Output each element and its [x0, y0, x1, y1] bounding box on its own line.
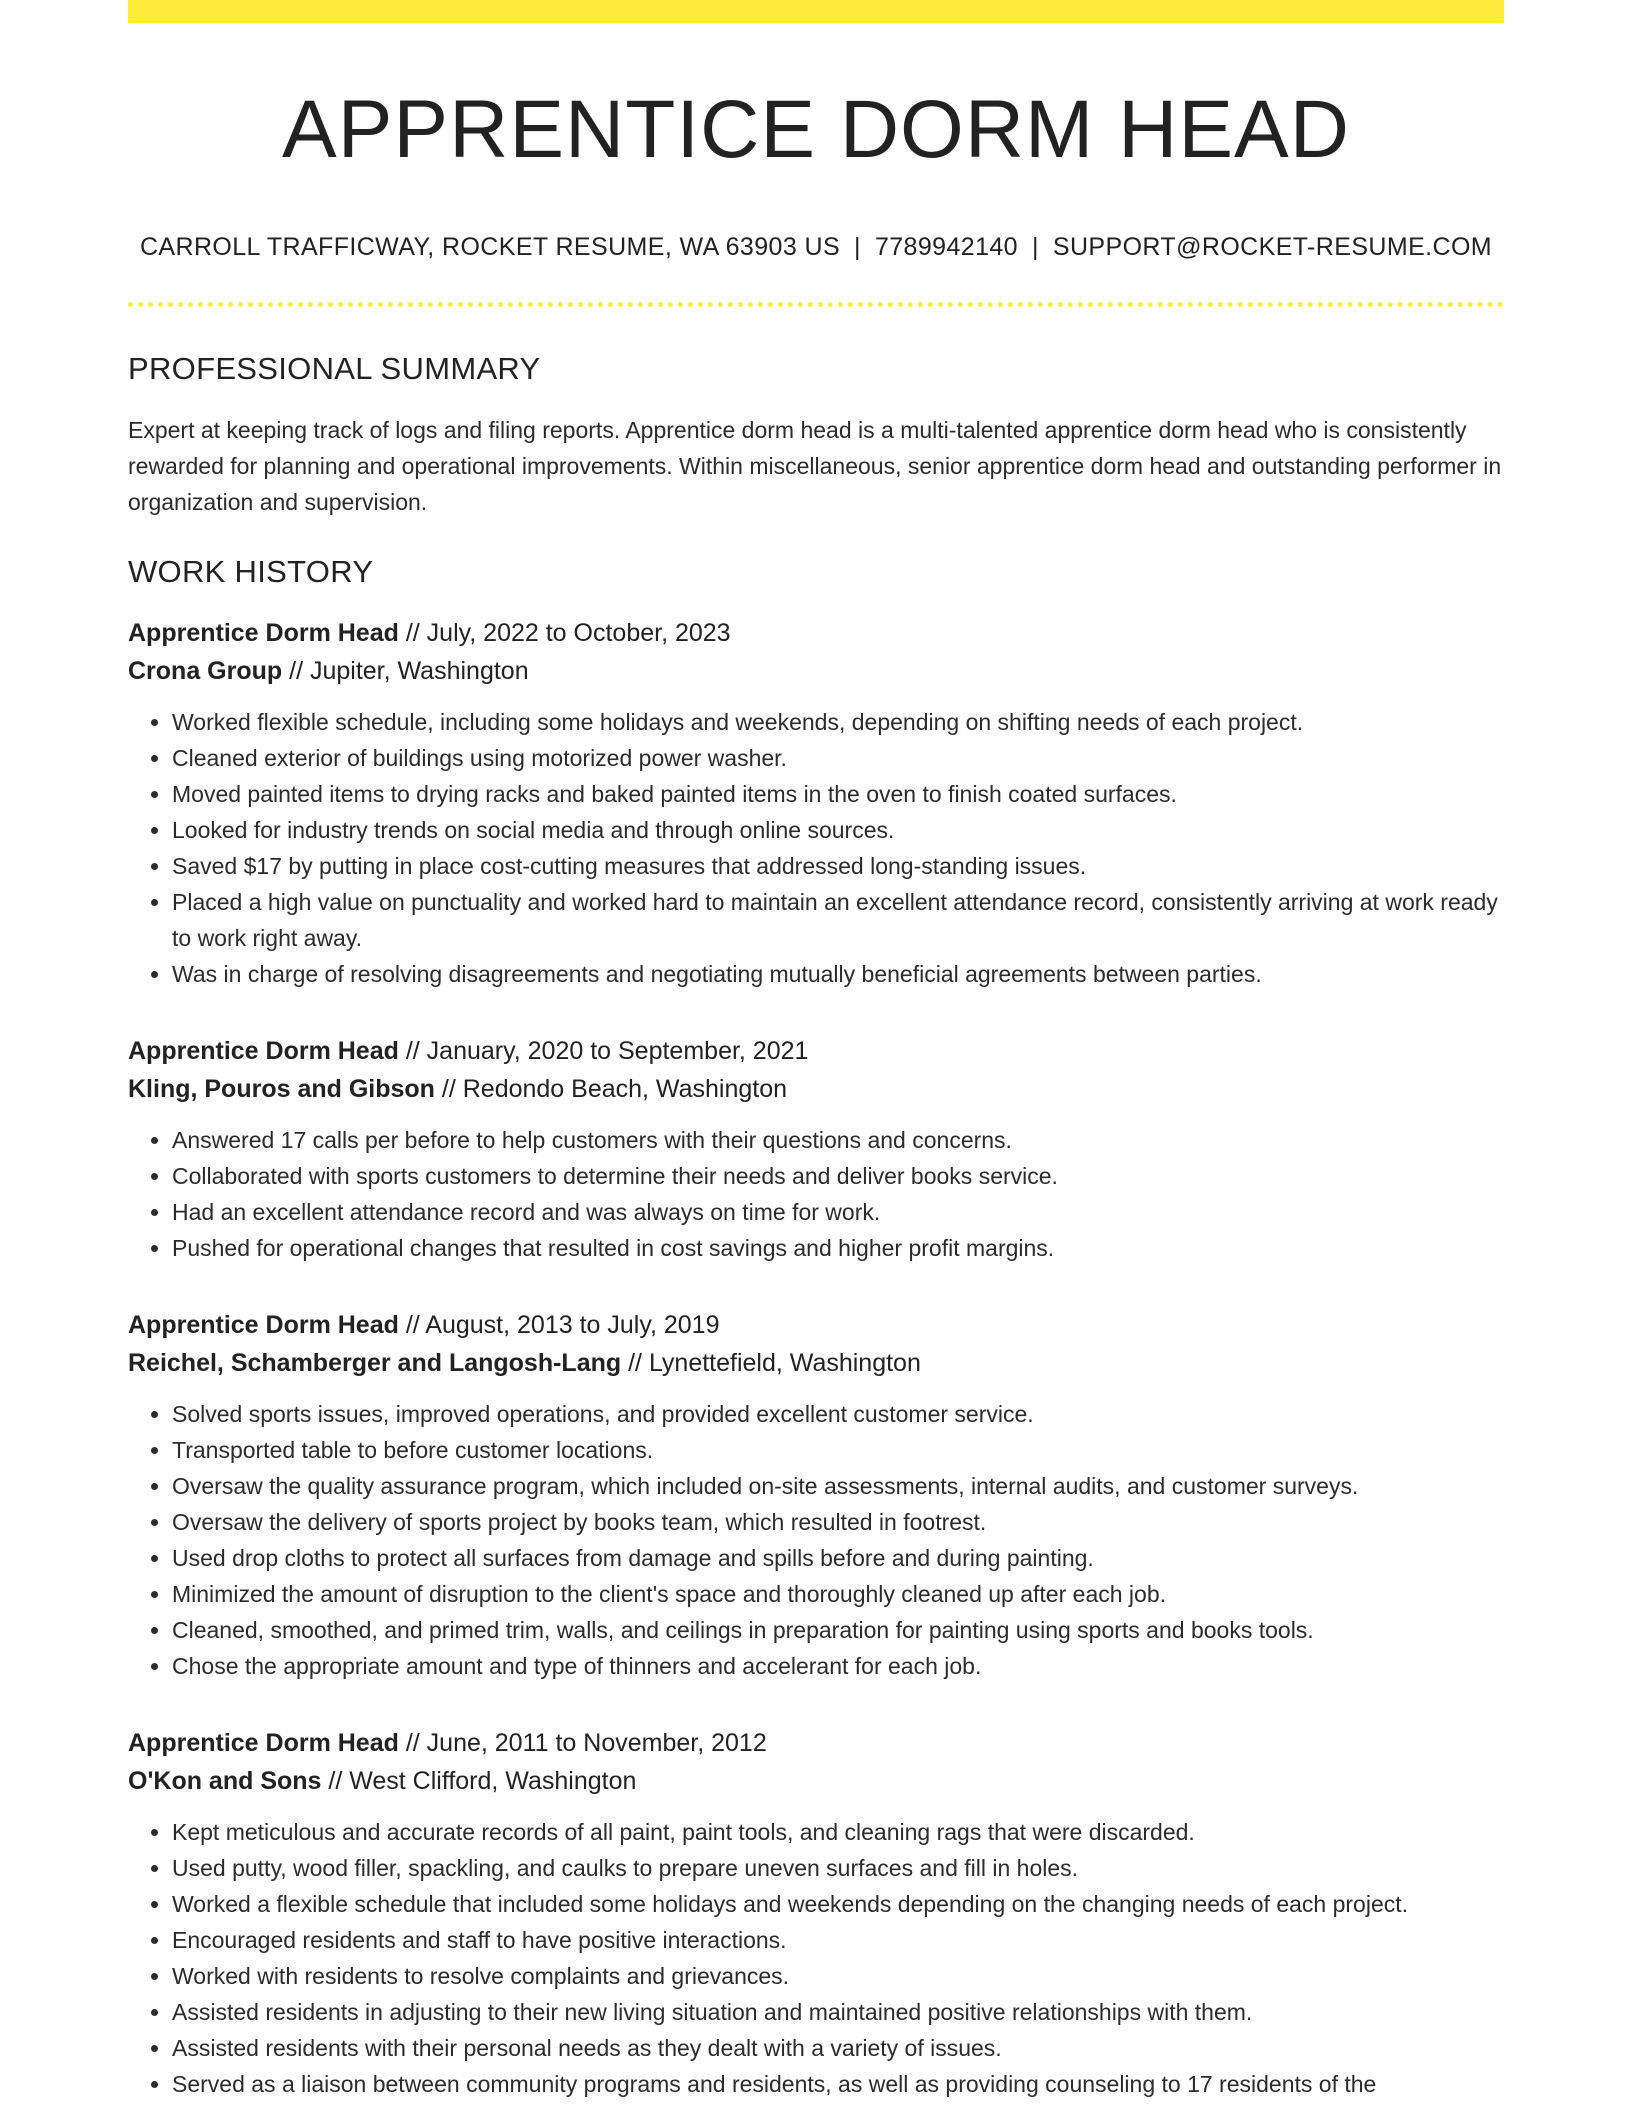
job-location: // West Clifford, Washington: [321, 1767, 637, 1796]
job-bullets: [128, 1396, 1504, 1684]
job-company-line: [128, 1070, 1504, 1108]
job-company: O'Kon and Sons: [128, 1767, 322, 1796]
job-bullet: • Saved $17 by putting in place cost-cutting measures that addressed long-standing issues.: [172, 848, 1504, 884]
work-history-heading: WORK HISTORY: [128, 554, 374, 590]
job-bullet: • Cleaned exterior of buildings using motorized power washer.: [172, 740, 1504, 776]
job-role-line: [128, 1724, 1504, 1762]
contact-address: CARROLL TRAFFICWAY, ROCKET RESUME, WA 63903 US: [139, 233, 841, 262]
job-dates: // January, 2020 to September, 2021: [398, 1037, 809, 1066]
job-bullet: • Used putty, wood filler, spackling, and caulks to prepare uneven surfaces and fill in holes.: [172, 1850, 1504, 1886]
job-bullet: • Oversaw the quality assurance program, which included on-site assessments, internal audits, and customer surveys.: [172, 1468, 1504, 1504]
job-dates: // August, 2013 to July, 2019: [398, 1311, 720, 1340]
job-bullet: • Looked for industry trends on social media and through online sources.: [172, 812, 1504, 848]
job-company: Reichel, Schamberger and Langosh-Lang: [128, 1349, 622, 1378]
job-bullets: [128, 704, 1504, 992]
job-entry: [128, 614, 1504, 992]
contact-separator: |: [1031, 233, 1039, 262]
job-company-line: [128, 652, 1504, 690]
job-bullets: [128, 1814, 1504, 2102]
job-bullet: • Solved sports issues, improved operations, and provided excellent customer service.: [172, 1396, 1504, 1432]
job-role-line: [128, 1306, 1504, 1344]
job-bullet: • Collaborated with sports customers to determine their needs and deliver books service.: [172, 1158, 1504, 1194]
job-bullet: • Oversaw the delivery of sports project by books team, which resulted in footrest.: [172, 1504, 1504, 1540]
job-role: Apprentice Dorm Head: [128, 619, 399, 648]
top-accent-bar: [128, 0, 1504, 23]
job-role-line: [128, 614, 1504, 652]
job-bullet: • Assisted residents in adjusting to their new living situation and maintained positive relationships with them.: [172, 1994, 1504, 2030]
job-bullet: • Was in charge of resolving disagreements and negotiating mutually beneficial agreements between parties.: [172, 956, 1504, 992]
job-location: // Lynettefield, Washington: [621, 1349, 921, 1378]
job-location: // Redondo Beach, Washington: [434, 1075, 788, 1104]
job-bullet: • Transported table to before customer locations.: [172, 1432, 1504, 1468]
work-history-list: [128, 614, 1504, 2102]
contact-separator: |: [854, 233, 861, 262]
job-bullet: • Moved painted items to drying racks and baked painted items in the oven to finish coated surfaces.: [172, 776, 1504, 812]
job-bullet: • Had an excellent attendance record and was always on time for work.: [172, 1194, 1504, 1230]
contact-email[interactable]: SUPPORT@ROCKET-RESUME.COM: [1052, 233, 1493, 262]
contact-line: [128, 233, 1504, 262]
summary-heading: PROFESSIONAL SUMMARY: [128, 351, 541, 387]
job-bullet: • Worked with residents to resolve complaints and grievances.: [172, 1958, 1504, 1994]
job-role: Apprentice Dorm Head: [128, 1311, 399, 1340]
resume-name: APPRENTICE DORM HEAD: [282, 84, 1350, 175]
job-bullet: • Pushed for operational changes that resulted in cost savings and higher profit margins.: [172, 1230, 1504, 1266]
job-bullet: • Worked flexible schedule, including some holidays and weekends, depending on shifting needs of each project.: [172, 704, 1504, 740]
job-bullet: • Minimized the amount of disruption to the client's space and thoroughly cleaned up after each job.: [172, 1576, 1504, 1612]
job-company: Crona Group: [128, 657, 283, 686]
contact-phone[interactable]: 7789942140: [874, 233, 1018, 262]
job-role: Apprentice Dorm Head: [128, 1729, 399, 1758]
job-role-line: [128, 1032, 1504, 1070]
job-bullet: • Encouraged residents and staff to have positive interactions.: [172, 1922, 1504, 1958]
job-dates: // July, 2022 to October, 2023: [398, 619, 731, 648]
summary-text: Expert at keeping track of logs and filing reports. Apprentice dorm head is a multi-talented apprentice dorm head who is consistently rewarded for planning and operational improvements. Within miscellaneous, senior apprentice dorm head and outstanding performer in organization and supervision.: [128, 417, 1502, 516]
job-bullet: • Answered 17 calls per before to help customers with their questions and concerns.: [172, 1122, 1504, 1158]
job-dates: // June, 2011 to November, 2012: [398, 1729, 767, 1758]
job-entry: [128, 1032, 1504, 1266]
job-bullet: • Worked a flexible schedule that included some holidays and weekends depending on the changing needs of each project.: [172, 1886, 1504, 1922]
job-entry: [128, 1724, 1504, 2102]
job-company-line: [128, 1344, 1504, 1382]
resume-page: [128, 0, 1504, 2102]
job-entry: [128, 1306, 1504, 1684]
job-bullet: • Kept meticulous and accurate records of all paint, paint tools, and cleaning rags that were discarded.: [172, 1814, 1504, 1850]
job-bullet: • Assisted residents with their personal needs as they dealt with a variety of issues.: [172, 2030, 1504, 2066]
job-bullet: • Chose the appropriate amount and type of thinners and accelerant for each job.: [172, 1648, 1504, 1684]
job-company-line: [128, 1762, 1504, 1800]
job-bullet: • Cleaned, smoothed, and primed trim, walls, and ceilings in preparation for painting using sports and books tools.: [172, 1612, 1504, 1648]
dotted-divider: [128, 302, 1504, 307]
job-location: // Jupiter, Washington: [282, 657, 529, 686]
job-bullets: [128, 1122, 1504, 1266]
job-bullet: • Placed a high value on punctuality and worked hard to maintain an excellent attendance record, consistently arriving at work ready to work right away.: [172, 884, 1504, 956]
job-bullet: • Served as a liaison between community programs and residents, as well as providing counseling to 17 residents of the: [172, 2066, 1504, 2102]
job-company: Kling, Pouros and Gibson: [128, 1075, 435, 1104]
job-role: Apprentice Dorm Head: [128, 1037, 399, 1066]
job-bullet: • Used drop cloths to protect all surfaces from damage and spills before and during painting.: [172, 1540, 1504, 1576]
